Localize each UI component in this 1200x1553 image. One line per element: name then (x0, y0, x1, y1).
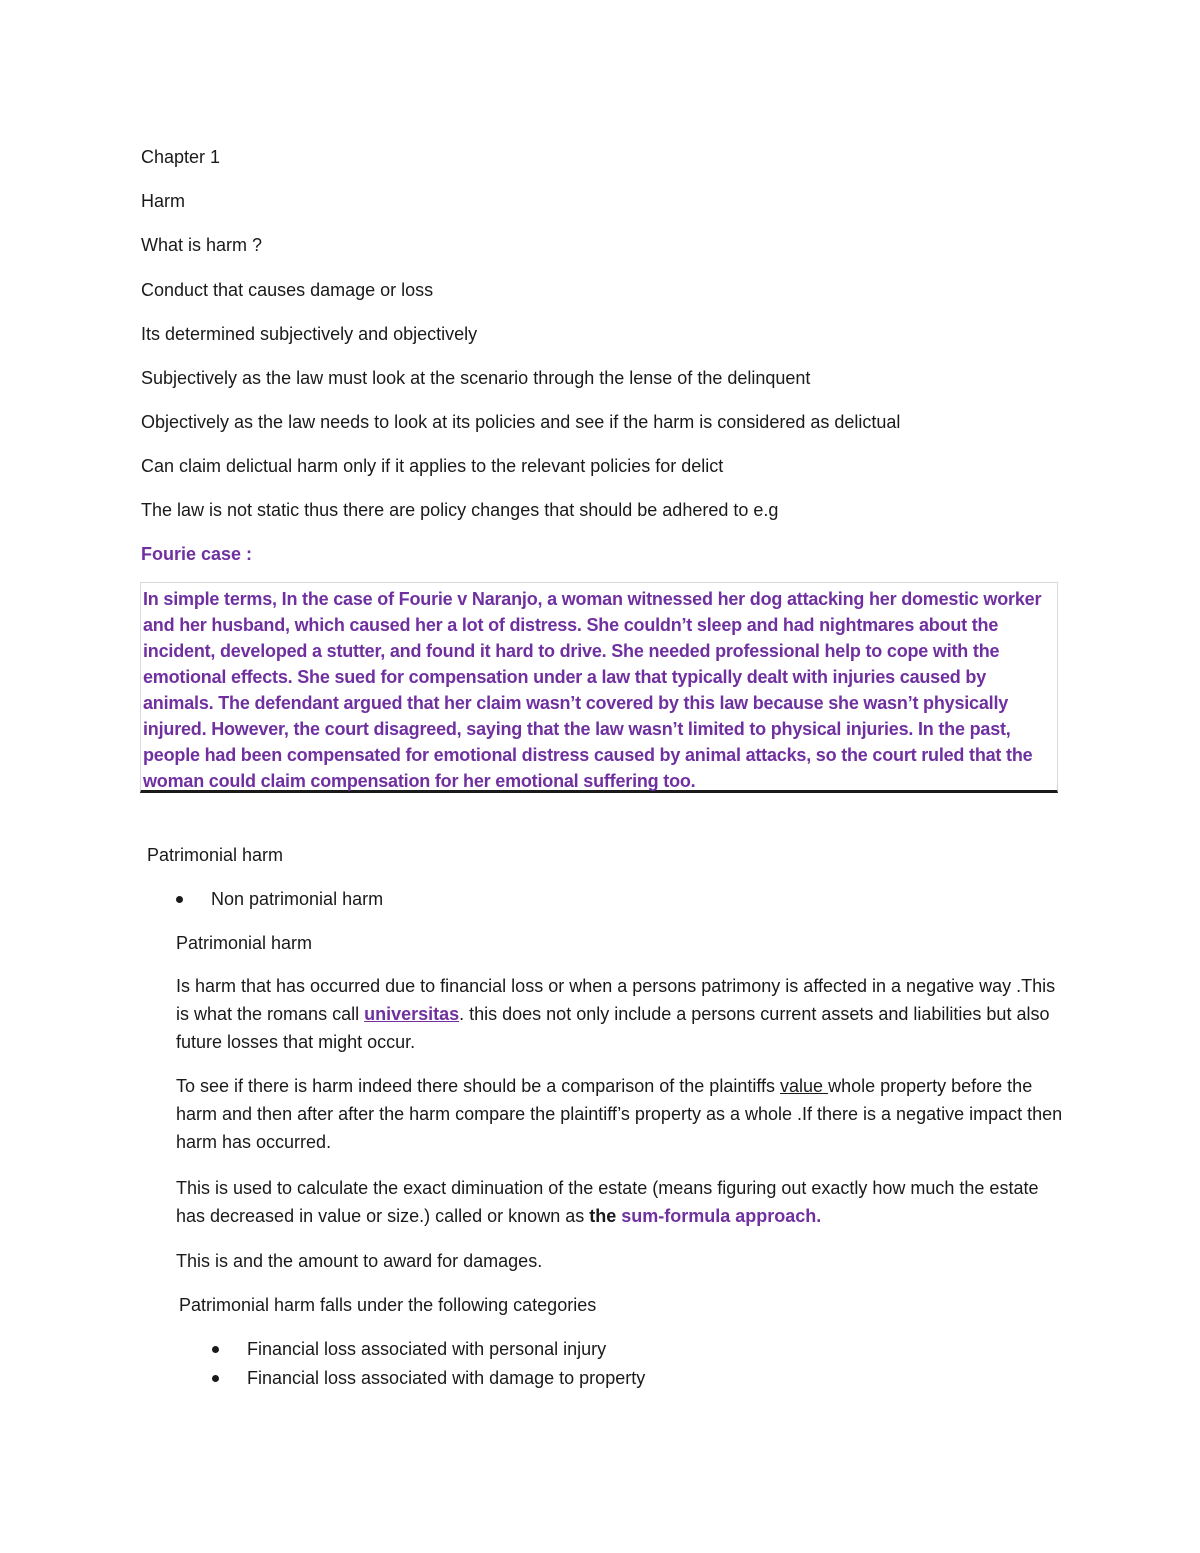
term-universitas: universitas (364, 1004, 460, 1024)
paragraph-definition (176, 972, 1066, 1056)
list-item-label: Non patrimonial harm (211, 889, 384, 909)
patrimonial-harm-title: Patrimonial harm (147, 845, 284, 865)
list-item-label: Financial loss associated with damage to property (247, 1368, 646, 1388)
term-the: the (589, 1206, 622, 1226)
bullet-icon (176, 896, 183, 903)
text-objectively: Objectively as the law needs to look at its policies and see if the harm is considered as delictual (141, 412, 901, 432)
fourie-case-text: In simple terms, In the case of Fourie v Naranjo, a woman witnessed her dog attacking her domestic worker and her husband, which caused her a lot of distress. She couldn’t sleep and had nightmares about the incident, developed a stutter, and found it hard to drive. She needed professional help to cope with the emotional effects. She sued for compensation under a law that typically dealt with injuries caused by animals. The defendant argued that her claim wasn’t covered by this law because she wasn’t physically injured. However, the court disagreed, saying that the law wasn’t limited to physical injuries. In the past, people had been compensated for emotional distress caused by animal attacks, so the court ruled that the woman could claim compensation for her emotional suffering too. (143, 589, 1042, 791)
fourie-case-heading: Fourie case : (141, 544, 253, 564)
bullet-icon (212, 1375, 219, 1382)
question-what-is-harm: What is harm ? (141, 235, 263, 255)
categories-intro: Patrimonial harm falls under the following categories (179, 1295, 597, 1315)
paragraph-calculation (176, 1174, 1066, 1230)
paragraph-comparison-text: To see if there is harm indeed there should be a comparison of the plaintiffs (176, 1076, 781, 1096)
paragraph-calculation-text: This is used to calculate the exact diminuation of the estate (means figuring out exactly how much the estate has decreased in value or size.) called or known as (176, 1178, 1039, 1226)
term-sum-formula-approach: sum-formula approach (621, 1206, 817, 1226)
chapter-heading: Chapter 1 (141, 147, 221, 167)
paragraph-definition-tail: . this does not only include a persons current assets and liabilities but also future losses that might occur. (176, 1004, 1050, 1052)
section-title-harm: Harm (141, 191, 185, 211)
term-value: value (780, 1076, 829, 1096)
text-conduct: Conduct that causes damage or loss (141, 280, 434, 300)
list-item-label: Financial loss associated with personal injury (247, 1339, 607, 1359)
paragraph-damages: This is and the amount to award for damages. (176, 1251, 543, 1271)
fourie-case-box (140, 582, 1058, 793)
text-can-claim: Can claim delictual harm only if it applies to the relevant policies for delict (141, 456, 724, 476)
paragraph-comparison-tail: whole property before the harm and then after after the harm compare the plaintiff’s property as a whole .If there is a negative impact then harm has occurred. (176, 1076, 1063, 1152)
term-period: . (816, 1206, 822, 1226)
paragraph-comparison (176, 1072, 1066, 1156)
text-determined: Its determined subjectively and objectively (141, 324, 478, 344)
patrimonial-harm-subtitle: Patrimonial harm (176, 933, 313, 953)
text-subjectively: Subjectively as the law must look at the scenario through the lense of the delinquent (141, 368, 811, 388)
bullet-icon (212, 1346, 219, 1353)
text-not-static: The law is not static thus there are policy changes that should be adhered to e.g (141, 500, 779, 520)
paragraph-definition-text: Is harm that has occurred due to financial loss or when a persons patrimony is affected in a negative way .This is what the romans call (176, 976, 1056, 1024)
